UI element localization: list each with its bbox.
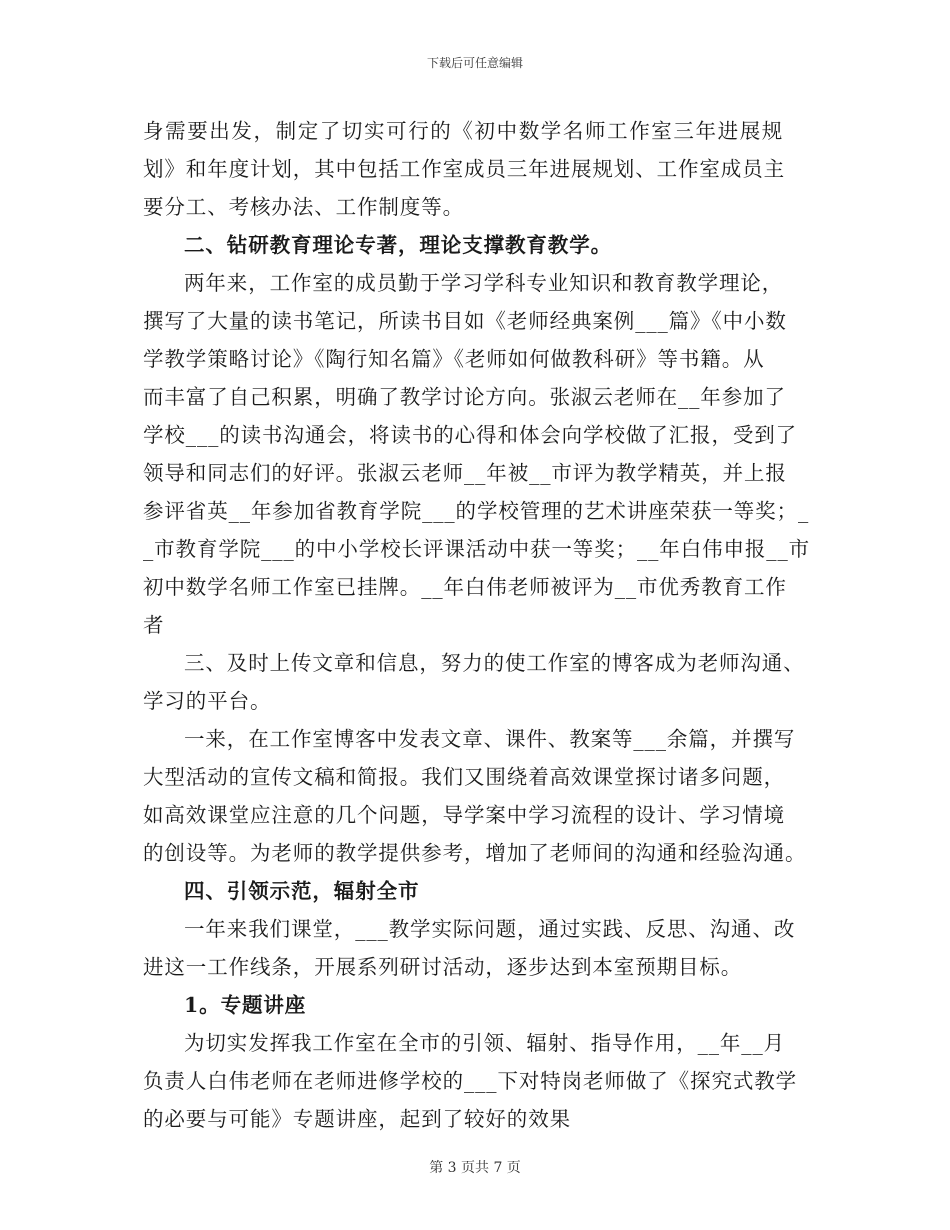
- text-line: 领导和同志们的好评。张淑云老师__年被__市评为教学精英，并上报: [143, 461, 787, 485]
- subsection-heading: 1。专题讲座: [184, 993, 307, 1017]
- text-line: 要分工、考核办法、工作制度等。: [143, 195, 464, 219]
- text-line: 撰写了大量的读书笔记，所读书目如《老师经典案例___篇》《中小数: [143, 309, 787, 333]
- text-line: 的创设等。为老师的教学提供参考，增加了老师间的沟通和经验沟通。: [143, 841, 807, 865]
- page-number: 第 3 页共 7 页: [429, 1160, 521, 1176]
- text-line: 负责人白伟老师在老师进修学校的___下对特岗老师做了《探究式教学: [143, 1069, 798, 1093]
- text-line: 为切实发挥我工作室在全市的引领、辐射、指导作用，__年__月: [184, 1031, 785, 1055]
- header-note: 下载后可任意编辑: [426, 56, 523, 70]
- text-line: 的必要与可能》专题讲座，起到了较好的效果: [143, 1107, 571, 1131]
- text-line: 划》和年度计划，其中包括工作室成员三年进展规划、工作室成员主: [143, 157, 785, 181]
- section-heading: 四、引领示范，辐射全市: [184, 879, 420, 903]
- text-line: 学校___的读书沟通会，将读书的心得和体会向学校做了汇报，受到了: [143, 423, 798, 447]
- text-line: 初中数学名师工作室已挂牌。__年白伟老师被评为__市优秀教育工作: [143, 575, 787, 599]
- text-line: 学习的平台。: [143, 689, 272, 713]
- text-line: 三、及时上传文章和信息，努力的使工作室的博客成为老师沟通、: [184, 651, 805, 675]
- document-body: [143, 112, 818, 1138]
- text-line: 参评省英__年参加省教育学院___的学校管理的艺术讲座荣获一等奖；_: [143, 499, 810, 523]
- text-line: 身需要出发，制定了切实可行的《初中数学名师工作室三年进展规: [143, 119, 784, 143]
- text-line: 进这一工作线条，开展系列研讨活动，逐步达到本室预期目标。: [143, 955, 743, 979]
- text-line: 学教学策略讨论》《陶行知名篇》《老师如何做教科研》等书籍。从: [143, 347, 765, 371]
- text-line: _市教育学院___的中小学校长评课活动中获一等奖；__年白伟申报__市: [143, 537, 810, 561]
- text-line: 一年来我们课堂，___教学实际问题，通过实践、反思、沟通、改: [184, 917, 796, 941]
- text-line: 大型活动的宣传文稿和简报。我们又围绕着高效课堂探讨诸多问题，: [143, 765, 785, 789]
- section-heading: 二、钻研教育理论专著，理论支撑教育教学。: [184, 233, 612, 257]
- text-line: 如高效课堂应注意的几个问题，导学案中学习流程的设计、学习情境: [143, 803, 785, 827]
- text-line: 一来，在工作室博客中发表文章、课件、教案等___余篇，并撰写: [184, 727, 796, 751]
- text-line: 而丰富了自己积累，明确了教学讨论方向。张淑云老师在__年参加了: [143, 385, 786, 409]
- text-line: 者: [143, 613, 165, 637]
- text-line: 两年来，工作室的成员勤于学习学科专业知识和教育教学理论，: [184, 271, 784, 295]
